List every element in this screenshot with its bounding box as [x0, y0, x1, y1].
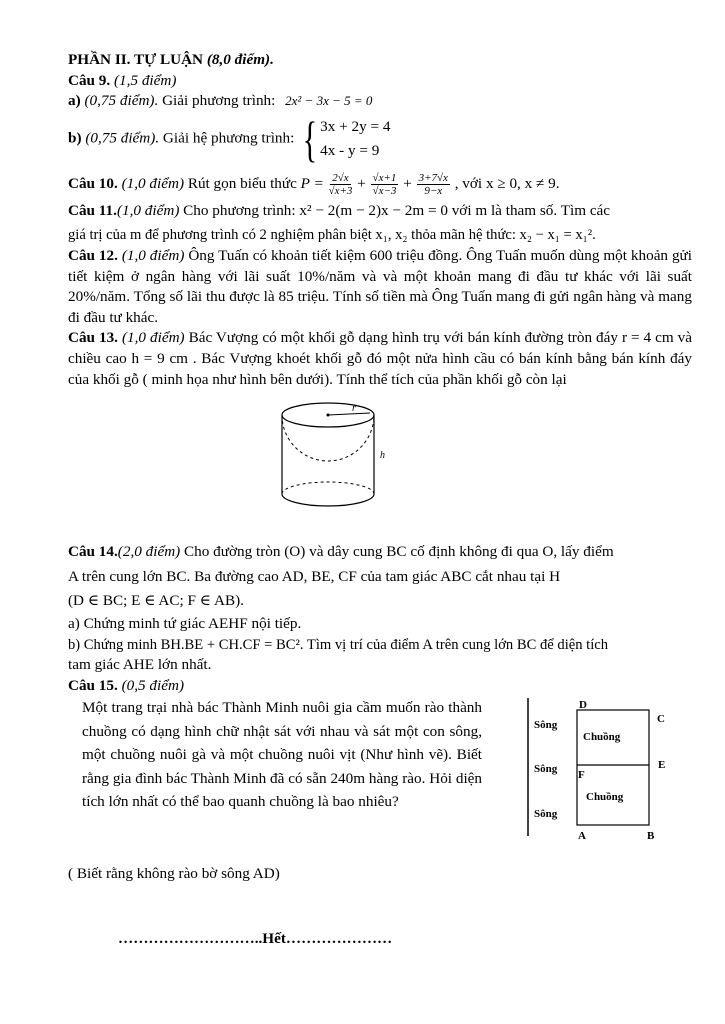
river-label-2: Sông: [534, 763, 558, 776]
point-f: F: [578, 769, 585, 782]
cylinder-h-label: h: [380, 450, 385, 462]
cylinder-r-label: r: [352, 403, 356, 415]
farm-diagram: [520, 692, 692, 842]
q15-text: Một trang trại nhà bác Thành Minh nuôi gia cầm muốn rào thành chuồng có dạng hình chữ nhật sát với nhau và sát một con sông, một chuồng nuôi gà và một chuồng nuôi vịt (Như hình vẽ). Biết rằng gia đình bác Thành Minh đã có sẵn 240m hàng rào. Hỏi diện tích lớn nhất có thể bao quanh chuồng là bao nhiêu?: [82, 699, 482, 811]
q9-b-eq2: 4x - y = 9: [320, 141, 380, 159]
section-heading: PHẦN II. TỰ LUẬN (8,0 điểm).: [68, 51, 274, 68]
river-label-1: Sông: [534, 719, 558, 732]
q15-note: ( Biết rằng không rào bờ sông AD): [68, 865, 280, 883]
q10-fraction-3: $\frac{3+7√x}{9-x}$: [418, 171, 448, 197]
point-a: A: [578, 830, 586, 843]
q14-line2: A trên cung lớn BC. Ba đường cao AD, BE, CF của tam giác ABC cắt nhau tại H: [68, 567, 561, 585]
q9-a: a) (0,75 điểm). Giải phương trình: 2x² − 3x − 5 = 0: [68, 92, 373, 110]
q14-a: a) Chứng minh tứ giác AEHF nội tiếp.: [68, 614, 302, 632]
q11: Câu 11.(1,0 điểm) Cho phương trình: x² − 2(m − 2)x − 2m = 0 với m là tham số. Tìm các: [68, 201, 611, 219]
q9-b-system: { 3x + 2y = 4 4x - y = 9: [302, 110, 391, 167]
q14-b2: tam giác AHE lớn nhất.: [68, 656, 212, 674]
q10: Câu 10. (1,0 điểm) Rút gọn biểu thức P = $\frac{2√x}{√x+3}$ + $\frac{√x+1}{√x-3}$ + $\frac{3+7√x}{9-x}$ , với x ≥ 0, x ≠ 9.: [68, 171, 560, 197]
q13: Câu 13. (1,0 điểm) Bác Vượng có một khối gỗ dạng hình trụ với bán kính đường tròn đáy r = 4 cm và chiều cao h = 9 cm . Bác Vượng khoét khối gỗ đó một nửa hình cầu có bán kính bằng bán kính đáy của khối gỗ ( minh họa như hình bên dưới). Tính thể tích của phần khối gỗ còn lại: [68, 329, 693, 388]
q15-block: [68, 696, 692, 848]
pen-label-top: Chuồng: [583, 731, 621, 744]
cylinder-figure: [268, 398, 398, 516]
exam-page: [68, 50, 692, 949]
river-label-3: Sông: [534, 808, 558, 821]
q9-b: b) (0,75 điểm). Giải hệ phương trình: { 3x + 2y = 4 4x - y = 9: [68, 110, 391, 167]
q10-fraction-2: $\frac{√x+1}{√x-3}$: [372, 171, 397, 197]
q10-fraction-1: $\frac{2√x}{√x+3}$: [328, 171, 353, 197]
q15-heading: Câu 15. (0,5 điểm): [68, 676, 185, 694]
q11-line2: giá trị của m để phương trình có 2 nghiệm phân biệt x₁, x₂ thỏa mãn hệ thức: x₂ − x₁ = x₁².: [68, 227, 596, 244]
pen-label-bottom: Chuồng: [586, 791, 624, 804]
q9-a-equation: 2x² − 3x − 5 = 0: [285, 93, 373, 109]
point-e: E: [658, 759, 666, 772]
point-d: D: [579, 699, 587, 712]
q9-heading: Câu 9. (1,5 điểm): [68, 71, 177, 89]
q12: Câu 12. (1,0 điểm) Ông Tuấn có khoản tiết kiệm 600 triệu đồng. Ông Tuấn muốn dùng một khoản gửi tiết kiệm ở ngân hàng với lãi suất 10%/năm và và một khoản mang đi đầu tư khác với lãi suất 20%/năm. Tổng số lãi thu được là 85 triệu. Tính số tiền mà Ông Tuấn mang đi gửi ngân hàng và mang đi đầu tư khác.: [68, 246, 692, 326]
q14-b1: b) Chứng minh BH.BE + CH.CF = BC². Tìm vị trí của điểm A trên cung lớn BC để diện tích: [68, 636, 609, 653]
q14-line3: (D ∈ BC; E ∈ AC; F ∈ AB).: [68, 592, 244, 610]
point-b: B: [647, 830, 655, 843]
point-c: C: [657, 713, 665, 726]
q9-b-eq1: 3x + 2y = 4: [320, 117, 391, 135]
q14-line1: Câu 14.(2,0 điểm) Cho đường tròn (O) và dây cung BC cố định không đi qua O, lấy điểm: [68, 543, 614, 561]
end-marker: ………………………..Hết…………………: [118, 929, 393, 947]
